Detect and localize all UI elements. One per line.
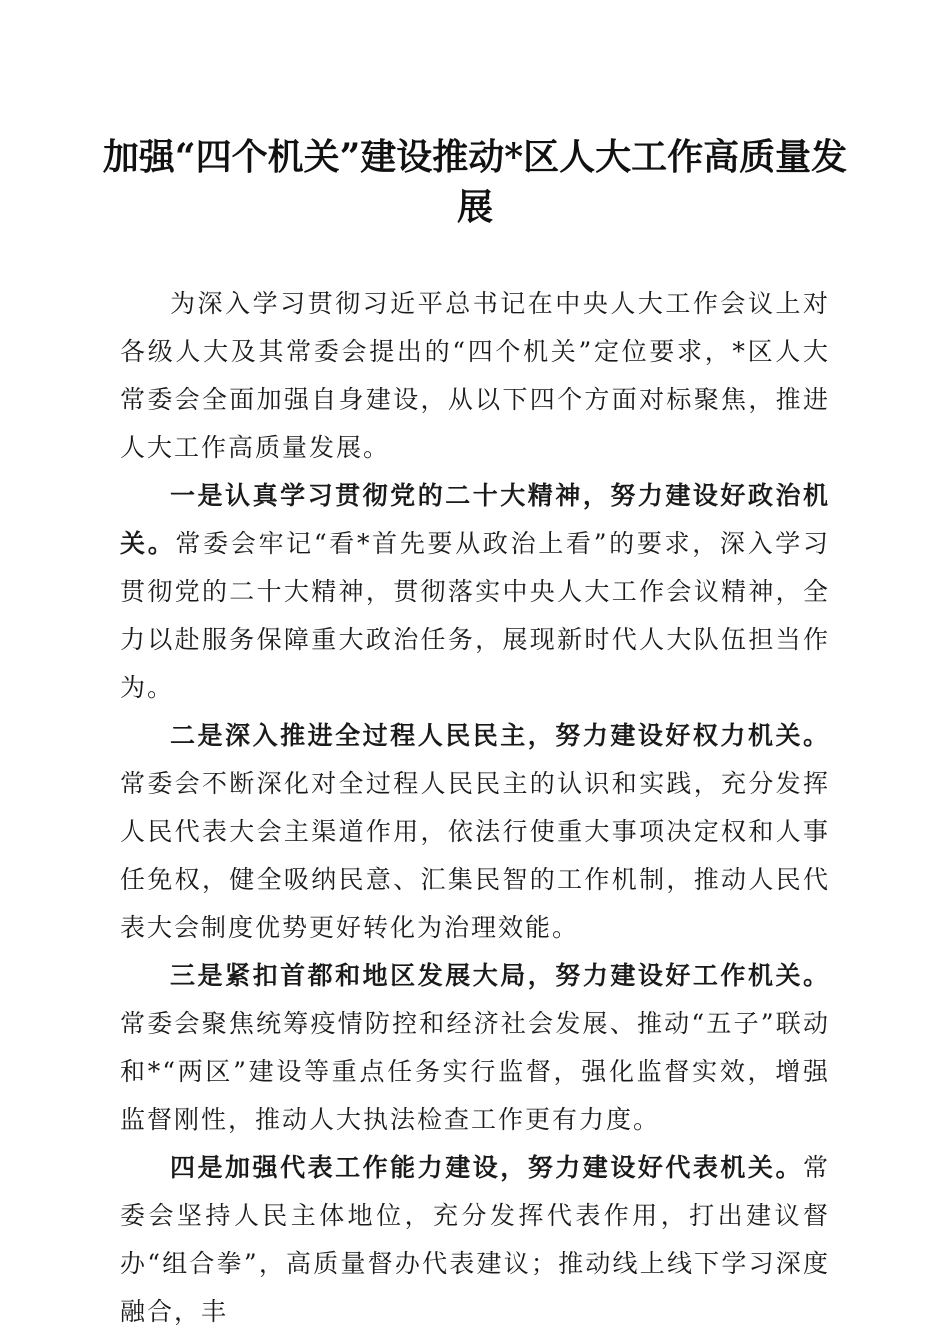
paragraph-power-organ bbox=[120, 712, 830, 952]
paragraph-text: 常委会牢记“看*首先要从政治上看”的要求，深入学习贯彻党的二十大精神，贯彻落实中央人大工作会议精神，全力以赴服务保障重大政治任务，展现新时代人大队伍担当作为。 bbox=[120, 529, 830, 702]
paragraph-lead: 四是加强代表工作能力建设，努力建设好代表机关。 bbox=[170, 1153, 803, 1182]
document-body bbox=[120, 280, 830, 1336]
paragraph-intro bbox=[120, 280, 830, 472]
paragraph-representative-organ bbox=[120, 1144, 830, 1336]
paragraph-lead: 二是深入推进全过程人民民主，努力建设好权力机关。 bbox=[170, 721, 830, 750]
paragraph-lead: 三是紧扣首都和地区发展大局，努力建设好工作机关。 bbox=[170, 961, 830, 990]
paragraph-text: 常委会坚持人民主体地位，充分发挥代表作用，打出建议督办“组合拳”，高质量督办代表建议；推动线上线下学习深度融合，丰 bbox=[120, 1153, 830, 1326]
paragraph-working-organ bbox=[120, 952, 830, 1144]
paragraph-political-organ bbox=[120, 472, 830, 712]
paragraph-text: 常委会聚焦统筹疫情防控和经济社会发展、推动“五子”联动和*“两区”建设等重点任务实行监督，强化监督实效，增强监督刚性，推动人大执法检查工作更有力度。 bbox=[120, 1009, 830, 1134]
document-title: 加强“四个机关”建设推动*区人大工作高质量发展 bbox=[102, 136, 848, 228]
paragraph-text: 为深入学习贯彻习近平总书记在中央人大工作会议上对各级人大及其常委会提出的“四个机关”定位要求，*区人大常委会全面加强自身建设，从以下四个方面对标聚焦，推进人大工作高质量发展。 bbox=[120, 289, 830, 462]
paragraph-text: 常委会不断深化对全过程人民民主的认识和实践，充分发挥人民代表大会主渠道作用，依法行使重大事项决定权和人事任免权，健全吸纳民意、汇集民智的工作机制，推动人民代表大会制度优势更好转化为治理效能。 bbox=[120, 769, 830, 942]
paragraph-lead: 一是认真学习贯彻党的二十大精神，努力建设好政治机关。 bbox=[120, 481, 830, 558]
